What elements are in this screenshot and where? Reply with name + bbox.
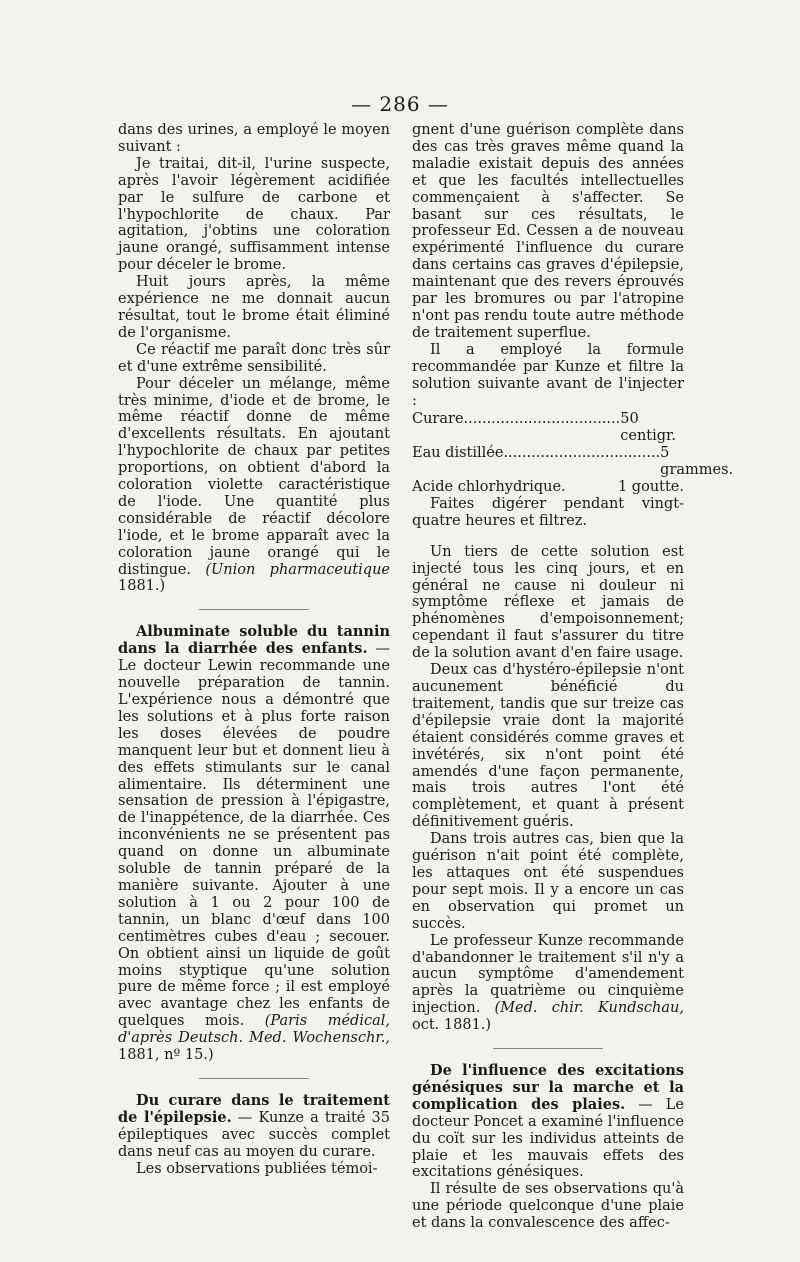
paragraph: Huit jours après, la même expérience ne me donnait aucun résultat, tout le brome était éliminé de l'organisme. — [118, 274, 390, 341]
formula-row — [412, 445, 734, 479]
article-heading: Du curare dans le traitement de l'épilepsie. — [118, 1091, 390, 1126]
citation-year: 1881.) — [118, 578, 166, 595]
paragraph: Un tiers de cette solution est injecté tous les cinq jours, et en général ne cause ni douleur ni symptôme réflexe et jamais de phénomènes d'empoisonnement; cependant il faut s'assurer du titre de la solution avant d'en faire usage. — [412, 543, 684, 662]
formula-amount: 50 centigr. — [620, 411, 676, 445]
formula-row — [412, 479, 684, 496]
formula-list — [412, 411, 734, 496]
paragraph: Il résulte de ses observations qu'à une période quelconque d'une plaie et dans la convalescence des affec- — [412, 1181, 684, 1232]
section-divider — [493, 1048, 603, 1049]
formula-ingredient: Eau distillée.................................. — [412, 445, 661, 462]
paragraph: Dans trois autres cas, bien que la guérison n'ait point été complète, les attaques ont été suspendues pour sept mois. Il y a encore un cas en observation qui promet un succès. — [412, 831, 684, 932]
paragraph-text: Le professeur Kunze recommande d'abandonner le traitement s'il n'y a aucun symptôme d'amendement après la quatrième ou cinquième injection. — [412, 932, 684, 1017]
article-heading: De l'influence des excitations génésiques sur la marche et la complication des plaies. — [412, 1062, 684, 1113]
paragraph: dans des urines, a employé le moyen suivant : — [118, 122, 390, 155]
page-number: — 286 — — [351, 92, 449, 116]
article-text: — Kunze a traité 35 épileptiques avec succès complet dans neuf cas au moyen du curare. — [118, 1109, 390, 1160]
article-text: — Le docteur Lewin recommande une nouvelle préparation de tannin. L'expérience nous a démontré que les solutions et à plus forte raison les doses élevées de poudre manquent leur but et donnent lieu à des effets stimulants sur le canal alimentaire. Ils déterminent une sensation de pression à l'épigastre, de l'inappétence, de la diarrhée. Ces inconvénients ne se présentent pas quand on donne un albuminate soluble de tannin préparé de la manière suivante. Ajouter à une solution à 1 ou 2 pour 100 de tannin, un blanc d'œuf dans 100 centimètres cubes d'eau ; secouer. On obtient ainsi un liquide de goût moins styptique qu'une solution pure de même force ; il est employé avec avantage chez les enfants de quelques mois. — [118, 641, 391, 1030]
citation: (Paris médical, d'après Deutsch. Med. Wochenschr., — [118, 1013, 390, 1047]
article-excitations — [412, 1063, 684, 1181]
formula-amount: 5 grammes. — [660, 445, 734, 479]
paragraph-text: Pour déceler un mélange, même très minime, d'iode et de brome, le même réactif donne de même d'excellents résultats. En ajoutant l'hypochlorite de chaux par petites proportions, on obtient d'abord la coloration violette caractéristique de l'iode. Une quantité plus considérable de réactif décolore l'iode, et le brome apparaît avec la coloration jaune orangé qui le distingue. — [118, 375, 390, 578]
citation: (Med. chir. Kundschau, — [480, 1000, 684, 1017]
paragraph: Faites digérer pendant vingt-quatre heures et filtrez. — [412, 495, 684, 529]
formula-ingredient: Acide chlorhydrique. — [412, 479, 566, 496]
paragraph: Je traitai, dit-il, l'urine suspecte, après l'avoir légèrement acidifiée par le sulfure de carbone et l'hypochlorite de chaux. Par agitation, j'obtins une coloration jaune orangé, suffisamment intense pour déceler le brome. — [118, 155, 390, 274]
paragraph — [118, 376, 390, 596]
right-column — [412, 122, 734, 1232]
citation: (Union pharmaceutique — [205, 561, 390, 578]
article-albuminate — [118, 624, 390, 1064]
formula-ingredient: Curare.................................. — [412, 411, 621, 428]
paragraph: Deux cas d'hystéro-épilepsie n'ont aucunement bénéficié du traitement, tandis que sur treize cas d'épilepsie vraie dont la majorité étaient considérés comme graves et invétérés, six n'ont point été amendés d'une façon permanente, mais trois autres l'ont été complètement, et quant à présent définitivement guéris. — [412, 662, 684, 831]
paragraph — [412, 933, 684, 1034]
paragraph: gnent d'une guérison complète dans des cas très graves même quand la maladie existait depuis des années et que les facultés intellectuelles commençaient à s'affecter. Se basant sur ces résultats, le professeur Ed. Cessen a de nouveau expérimenté l'influence du curare dans certains cas graves d'épilepsie, maintenant que des revers éprouvés par les bromures ou par l'atropine n'ont pas rendu toute autre méthode de traitement superflue. — [412, 122, 684, 341]
citation-tail: oct. 1881.) — [412, 1017, 492, 1034]
paragraph: Il a employé la formule recommandée par Kunze et filtre la solution suivante avant de l'injecter : — [412, 341, 684, 409]
paragraph: Les observations publiées témoi- — [136, 1160, 378, 1177]
citation-tail: 1881, nº 15.) — [118, 1047, 214, 1064]
formula-row — [412, 411, 684, 445]
paragraph: Ce réactif me paraît donc très sûr et d'une extrême sensibilité. — [118, 341, 390, 375]
article-text: — Le docteur Poncet a examiné l'influence du coït sur les individus atteints de plaie et les mauvais effets des excitations génésiques. — [412, 1096, 684, 1181]
section-divider — [199, 1078, 309, 1079]
article-curare — [118, 1093, 390, 1161]
section-divider — [199, 609, 309, 610]
left-column — [118, 122, 390, 1177]
article-heading: Albuminate soluble du tannin dans la diarrhée des enfants. — [118, 623, 390, 658]
spacer — [412, 530, 684, 544]
formula-amount: 1 goutte. — [617, 479, 684, 496]
